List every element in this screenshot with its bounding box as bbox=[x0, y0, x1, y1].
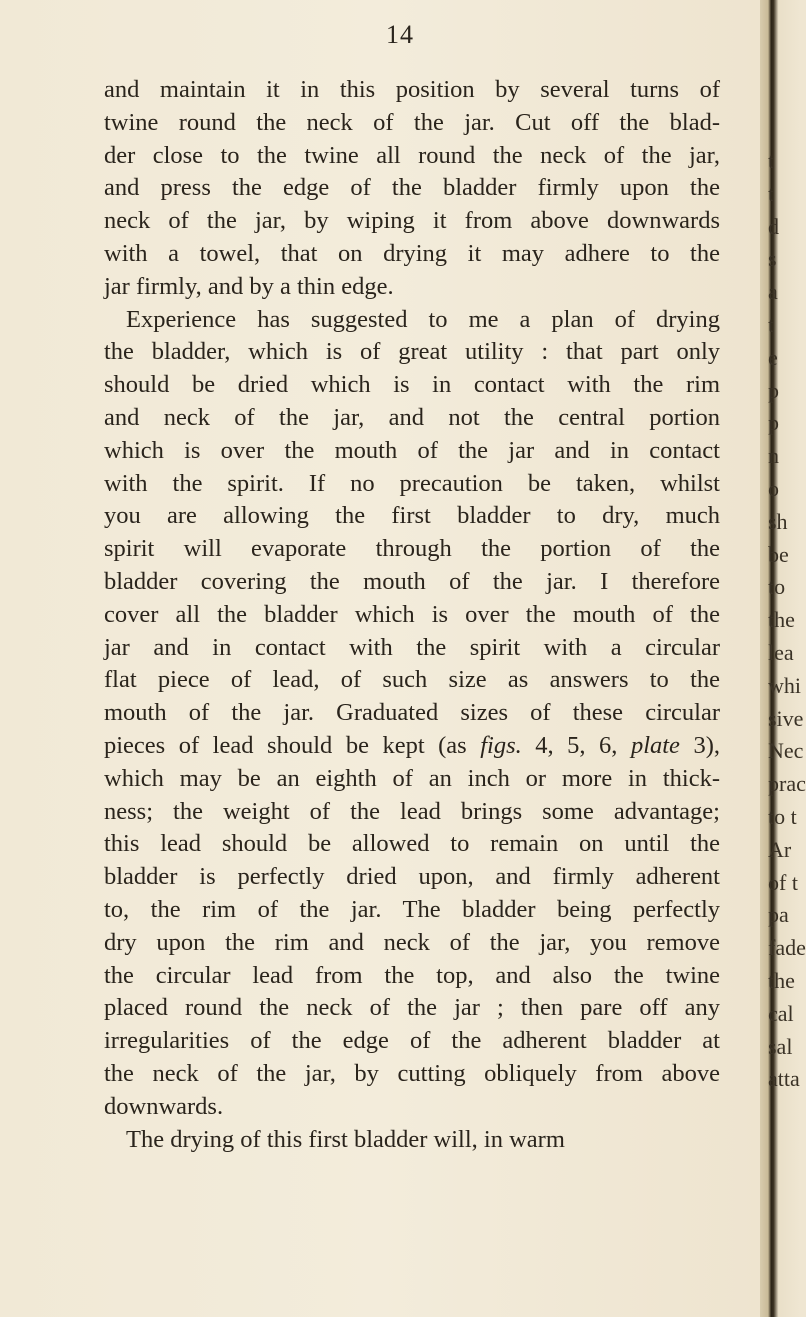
facing-page-fragment: sive bbox=[768, 705, 804, 731]
facing-page-fragment: t bbox=[768, 312, 775, 337]
facing-page-fragment: whi bbox=[768, 672, 801, 698]
text-line: irregularities of the edge of the adherent bladder at bbox=[104, 1027, 720, 1055]
text-line: bladder is perfectly dried upon, and firmly adherent bbox=[104, 863, 720, 891]
text-line: jar and in contact with the spirit with a circular bbox=[104, 633, 720, 661]
text-line: and maintain it in this position by several turns of bbox=[104, 76, 720, 103]
facing-page-fragment: sal bbox=[768, 1033, 793, 1059]
facing-page-fragment: t bbox=[768, 148, 775, 173]
text-line: with a towel, that on drying it may adhere to the bbox=[104, 239, 720, 267]
text-line: der close to the twine all round the neck of the jar, bbox=[104, 141, 720, 169]
body-text bbox=[104, 74, 720, 1156]
facing-page-fragment: the bbox=[768, 607, 795, 633]
page-number: 14 bbox=[386, 20, 414, 49]
facing-page-fragment: prac bbox=[768, 771, 806, 797]
facing-page-fragment: a bbox=[768, 279, 778, 305]
text-line: which may be an eighth of an inch or more in thick- bbox=[104, 764, 720, 792]
facing-page-fragment: to bbox=[768, 574, 786, 600]
facing-page-fragment: n bbox=[768, 443, 779, 469]
text-line: mouth of the jar. Graduated sizes of these circular bbox=[104, 699, 720, 727]
facing-page-fragment: fade bbox=[768, 935, 806, 961]
facing-page-fragment: p bbox=[768, 410, 779, 436]
facing-page-fragment: cal bbox=[768, 1000, 794, 1026]
facing-page-fragment: d bbox=[768, 213, 779, 239]
text-line: flat piece of lead, of such size as answers to the bbox=[104, 666, 720, 694]
facing-page-fragment: pa bbox=[768, 902, 789, 928]
facing-page-fragment: s bbox=[768, 246, 777, 272]
text-line: with the spirit. If no precaution be taken, whilst bbox=[104, 469, 720, 497]
facing-page-fragment: p bbox=[768, 377, 779, 403]
facing-page-fragment: e bbox=[768, 344, 778, 370]
text-segment: 4, 5, 6, bbox=[521, 731, 631, 759]
text-line: which is over the mouth of the jar and in contact bbox=[104, 436, 720, 464]
facing-page-fragment: lea bbox=[768, 640, 794, 665]
text-line: should be dried which is in contact with the rim bbox=[104, 371, 720, 399]
facing-page-fragment: t bbox=[768, 180, 775, 206]
text-line: bladder covering the mouth of the jar. I therefore bbox=[104, 567, 720, 595]
text-line: spirit will evaporate through the portion of the bbox=[104, 535, 720, 563]
text-line: Experience has suggested to me a plan of drying bbox=[126, 305, 720, 333]
text-line: this lead should be allowed to remain on until the bbox=[104, 830, 720, 858]
text-line: you are allowing the first bladder to dry, much bbox=[104, 502, 720, 530]
facing-page-fragment: o bbox=[768, 476, 779, 501]
text-line: dry upon the rim and neck of the jar, you remove bbox=[104, 928, 720, 956]
plate-reference: plate bbox=[630, 731, 680, 759]
facing-page-fragment: to t bbox=[768, 804, 797, 829]
facing-page-fragment: the bbox=[768, 968, 795, 993]
text-line: ness; the weight of the lead brings some advantage; bbox=[104, 797, 720, 825]
text-line: The drying of this first bladder will, in warm bbox=[126, 1125, 565, 1153]
facing-page-fragment: Nec bbox=[768, 738, 804, 764]
text-line: neck of the jar, by wiping it from above downwards bbox=[104, 207, 720, 235]
text-line: the bladder, which is of great utility : that part only bbox=[104, 338, 720, 366]
text-line: to, the rim of the jar. The bladder being perfectly bbox=[104, 895, 720, 923]
facing-page-fragment: Ar bbox=[768, 836, 792, 862]
text-line: twine round the neck of the jar. Cut off the blad- bbox=[104, 108, 720, 136]
facing-page-fragment: sh bbox=[768, 508, 788, 534]
text-line bbox=[104, 730, 720, 763]
text-line: cover all the bladder which is over the mouth of the bbox=[104, 600, 720, 628]
text-segment: pieces of lead should be kept (as bbox=[104, 731, 481, 759]
text-line: the circular lead from the top, and also the twine bbox=[104, 961, 720, 989]
facing-page-fragment: be bbox=[768, 541, 789, 567]
text-line: and neck of the jar, and not the central portion bbox=[104, 403, 720, 431]
text-line: placed round the neck of the jar ; then pare off any bbox=[104, 994, 720, 1022]
text-line: jar firmly, and by a thin edge. bbox=[104, 272, 394, 300]
facing-page-fragment: atta bbox=[768, 1066, 800, 1092]
text-line: the neck of the jar, by cutting obliquely from above bbox=[104, 1059, 720, 1087]
figure-reference: figs. bbox=[480, 731, 522, 759]
text-line: downwards. bbox=[104, 1092, 224, 1120]
facing-page-fragment: of t bbox=[768, 869, 798, 895]
text-segment: 3), bbox=[679, 731, 720, 759]
text-line: and press the edge of the bladder firmly upon the bbox=[104, 174, 720, 202]
